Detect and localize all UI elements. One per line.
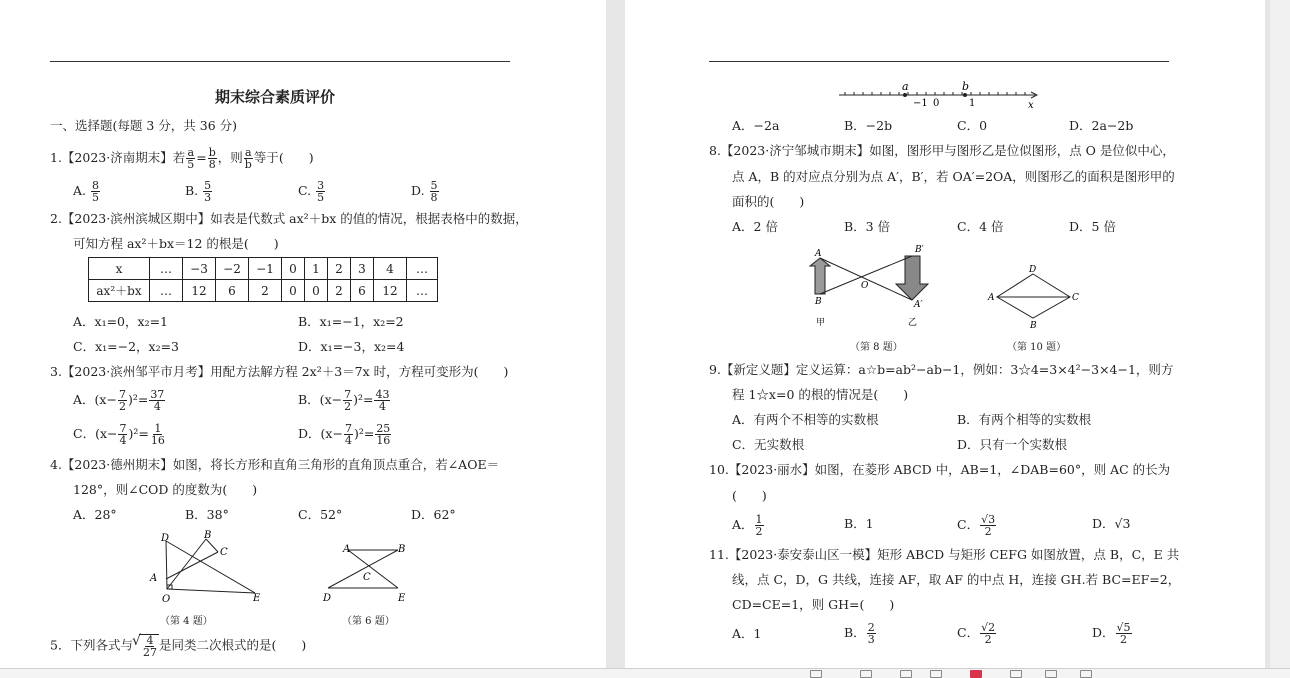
q8-option-d: D．5 倍: [1069, 219, 1116, 234]
question-2-line2: 可知方程 ax²＋bx＝12 的根是( ): [73, 236, 279, 251]
q2-option-c: C．x₁=−2，x₂=3: [73, 339, 180, 354]
table-cell: 2: [328, 258, 351, 280]
q10-option-b: B．1: [844, 516, 874, 531]
fig8-label: O: [861, 281, 869, 291]
q3-option-a: A．(x− $\frac{7}{2}$ )²= $\frac{37}{4}$: [73, 388, 165, 413]
q7-option-b: B．−2b: [844, 118, 893, 133]
q11-option-b: B． $\frac{2}{3}$: [844, 621, 875, 646]
fig4-label: O: [162, 594, 171, 605]
fig6-label: D: [323, 593, 332, 604]
table-cell: 0: [282, 280, 305, 302]
table-cell: 0: [282, 258, 305, 280]
table-cell: 4: [374, 258, 407, 280]
table-cell: 1: [305, 258, 328, 280]
fig4-label: C: [220, 547, 228, 558]
table-cell: …: [407, 280, 438, 302]
fig6-label: A: [343, 544, 351, 555]
fig6-label: C: [363, 572, 371, 583]
table-cell: ax²＋bx: [89, 280, 150, 302]
fig8-label: 乙: [908, 318, 918, 328]
table-row: [89, 280, 438, 302]
fig10-label: B: [1030, 321, 1037, 331]
question-4-line2: 128°，则∠COD 的度数为( ): [73, 482, 258, 497]
table-cell: 12: [183, 280, 216, 302]
table-cell: 2: [249, 280, 282, 302]
q4-option-c: C．52°: [298, 507, 343, 522]
q10-option-c: C． $\frac{√3}{2}$: [957, 513, 996, 538]
q11-option-c: C． $\frac{√2}{2}$: [957, 621, 996, 646]
q1-option-d: D. $\frac{5}{8}$: [411, 179, 438, 204]
fig8-label: A: [815, 249, 822, 259]
question-9-line2: 程 1☆x=0 的根的情况是( ): [732, 387, 909, 402]
nl-label-b: b: [962, 80, 970, 93]
fig10-label: D: [1029, 265, 1037, 275]
q8-option-b: B．3 倍: [844, 219, 891, 234]
figure-4-caption: （第 4 题）: [160, 616, 213, 627]
q9-option-c: C．无实数根: [732, 437, 805, 452]
table-cell: 6: [351, 280, 374, 302]
fig4-label: E: [253, 593, 261, 604]
nl-label-a: a: [902, 80, 909, 93]
question-10-line2: ( ): [732, 488, 767, 503]
q3-option-b: B．(x− $\frac{7}{2}$ )²= $\frac{43}{4}$: [298, 388, 390, 413]
q9-option-a: A．有两个不相等的实数根: [732, 412, 879, 427]
fig4-label: A: [150, 573, 158, 584]
nl-label-1: 1: [969, 98, 976, 109]
question-10-line1: 10.【2023·丽水】如图，在菱形 ABCD 中，AB=1，∠DAB=60°，则 AC 的长为: [709, 462, 1171, 477]
figure-8-diagram: [795, 244, 935, 332]
table-cell: …: [407, 258, 438, 280]
q1-option-b: B. $\frac{5}{3}$: [185, 179, 212, 204]
q7-option-d: D．2a−2b: [1069, 118, 1134, 133]
fig6-label: E: [398, 593, 406, 604]
table-cell: x: [89, 258, 150, 280]
figure-10-caption: （第 10 题）: [1007, 342, 1067, 353]
fig8-label: B: [815, 297, 822, 307]
table-cell: 12: [374, 280, 407, 302]
q1-option-c: C. $\frac{3}{5}$: [298, 179, 325, 204]
q10-option-a: A． $\frac{1}{2}$: [732, 513, 763, 538]
q2-option-d: D．x₁=−3，x₂=4: [298, 339, 405, 354]
figure-6-diagram: [318, 540, 413, 608]
fig10-label: C: [1072, 293, 1079, 303]
q2-option-b: B．x₁=−1，x₂=2: [298, 314, 404, 329]
fig8-label: B′: [915, 245, 924, 255]
table-cell: …: [150, 258, 183, 280]
fig6-label: B: [398, 544, 406, 555]
q11-option-a: A．1: [732, 626, 762, 641]
table-cell: …: [150, 280, 183, 302]
figure-4-diagram: [140, 527, 270, 607]
question-1: 1.【2023·济南期末】若 $\frac{a}{5}$ = $\frac{b}{8}$ ，则 $\frac{a}{b}$ 等于( ): [50, 146, 314, 171]
q4-option-a: A．28°: [73, 507, 117, 522]
figure-8-caption: （第 8 题）: [850, 342, 903, 353]
q10-option-d: D．√3: [1092, 516, 1131, 531]
question-3: 3.【2023·滨州邹平市月考】用配方法解方程 2x²＋3＝7x 时，方程可变形为( ): [50, 364, 509, 379]
q3-option-d: D．(x− $\frac{7}{4}$ )²= $\frac{25}{16}$: [298, 422, 391, 447]
q2-option-a: A．x₁=0，x₂=1: [73, 314, 169, 329]
q8-option-a: A．2 倍: [732, 219, 778, 234]
section-heading: 一、选择题(每题 3 分，共 36 分): [50, 118, 238, 133]
table-cell: 3: [351, 258, 374, 280]
q7-option-c: C．0: [957, 118, 988, 133]
question-9-line1: 9.【新定义题】定义运算：a☆b=ab²−ab−1，例如：3☆4=3×4²−3×4−1，则方: [709, 362, 1174, 377]
question-8-line1: 8.【2023·济宁邹城市期末】如图，图形甲与图形乙是位似图形，点 O 是位似中心，: [709, 143, 1175, 158]
point-a: [903, 93, 907, 97]
question-5: 5．下列各式与 √ $\frac{4}{27}$ 是同类二次根式的是( ): [50, 633, 307, 659]
fig10-label: A: [988, 293, 995, 303]
question-11-line1: 11.【2023·泰安泰山区一模】矩形 ABCD 与矩形 CEFG 如图放置，点 B，C，E 共: [709, 547, 1180, 562]
nl-label-0: 0: [933, 98, 940, 109]
header-rule: [709, 61, 1169, 62]
point-b: [963, 93, 967, 97]
q1-option-a: A. $\frac{8}{5}$: [73, 179, 99, 204]
q11-option-d: D． $\frac{√5}{2}$: [1092, 621, 1131, 646]
header-rule: [50, 61, 510, 62]
fig8-label: A′: [914, 300, 923, 310]
table-cell: 6: [216, 280, 249, 302]
question-8-line3: 面积的( ): [732, 194, 805, 209]
table-row: [89, 258, 438, 280]
q4-option-b: B．38°: [185, 507, 229, 522]
page-title: 期末综合素质评价: [215, 88, 336, 106]
table-cell: 2: [328, 280, 351, 302]
fig8-label: 甲: [816, 318, 826, 328]
number-line-diagram: [835, 80, 1045, 110]
fig4-label: B: [204, 530, 212, 541]
figure-6-caption: （第 6 题）: [342, 616, 395, 627]
question-4-line1: 4.【2023·德州期末】如图，将长方形和直角三角形的直角顶点重合，若∠AOE＝: [50, 457, 500, 472]
q9-option-d: D．只有一个实数根: [957, 437, 1068, 452]
question-2-line1: 2.【2023·滨州滨城区期中】如表是代数式 ax²＋bx 的值的情况，根据表格中的数据，: [50, 211, 528, 226]
fig4-label: D: [161, 533, 170, 544]
value-table: [88, 257, 438, 302]
table-cell: −2: [216, 258, 249, 280]
vertical-scrollbar[interactable]: [1270, 0, 1290, 668]
nl-label-x: x: [1028, 100, 1034, 110]
table-cell: −1: [249, 258, 282, 280]
question-11-line2: 线，点 C，D，G 共线，连接 AF，取 AF 的中点 H，连接 GH.若 BC=EF=2，: [732, 572, 1181, 587]
q4-option-d: D．62°: [411, 507, 456, 522]
figure-10-diagram: [985, 262, 1085, 332]
question-11-line3: CD=CE=1，则 GH=( ): [732, 597, 895, 612]
nl-label-neg1: −1: [913, 98, 928, 109]
q8-option-c: C．4 倍: [957, 219, 1004, 234]
document-page-left: [0, 0, 606, 668]
q3-option-c: C．(x− $\frac{7}{4}$ )²= $\frac{1}{16}$: [73, 422, 165, 447]
table-cell: 0: [305, 280, 328, 302]
q7-option-a: A．−2a: [732, 118, 780, 133]
question-8-line2: 点 A，B 的对应点分别为点 A′，B′，若 OA′=2OA，则图形乙的面积是图形甲的: [732, 169, 1175, 184]
document-page-right: [625, 0, 1265, 668]
q9-option-b: B．有两个相等的实数根: [957, 412, 1092, 427]
table-cell: −3: [183, 258, 216, 280]
